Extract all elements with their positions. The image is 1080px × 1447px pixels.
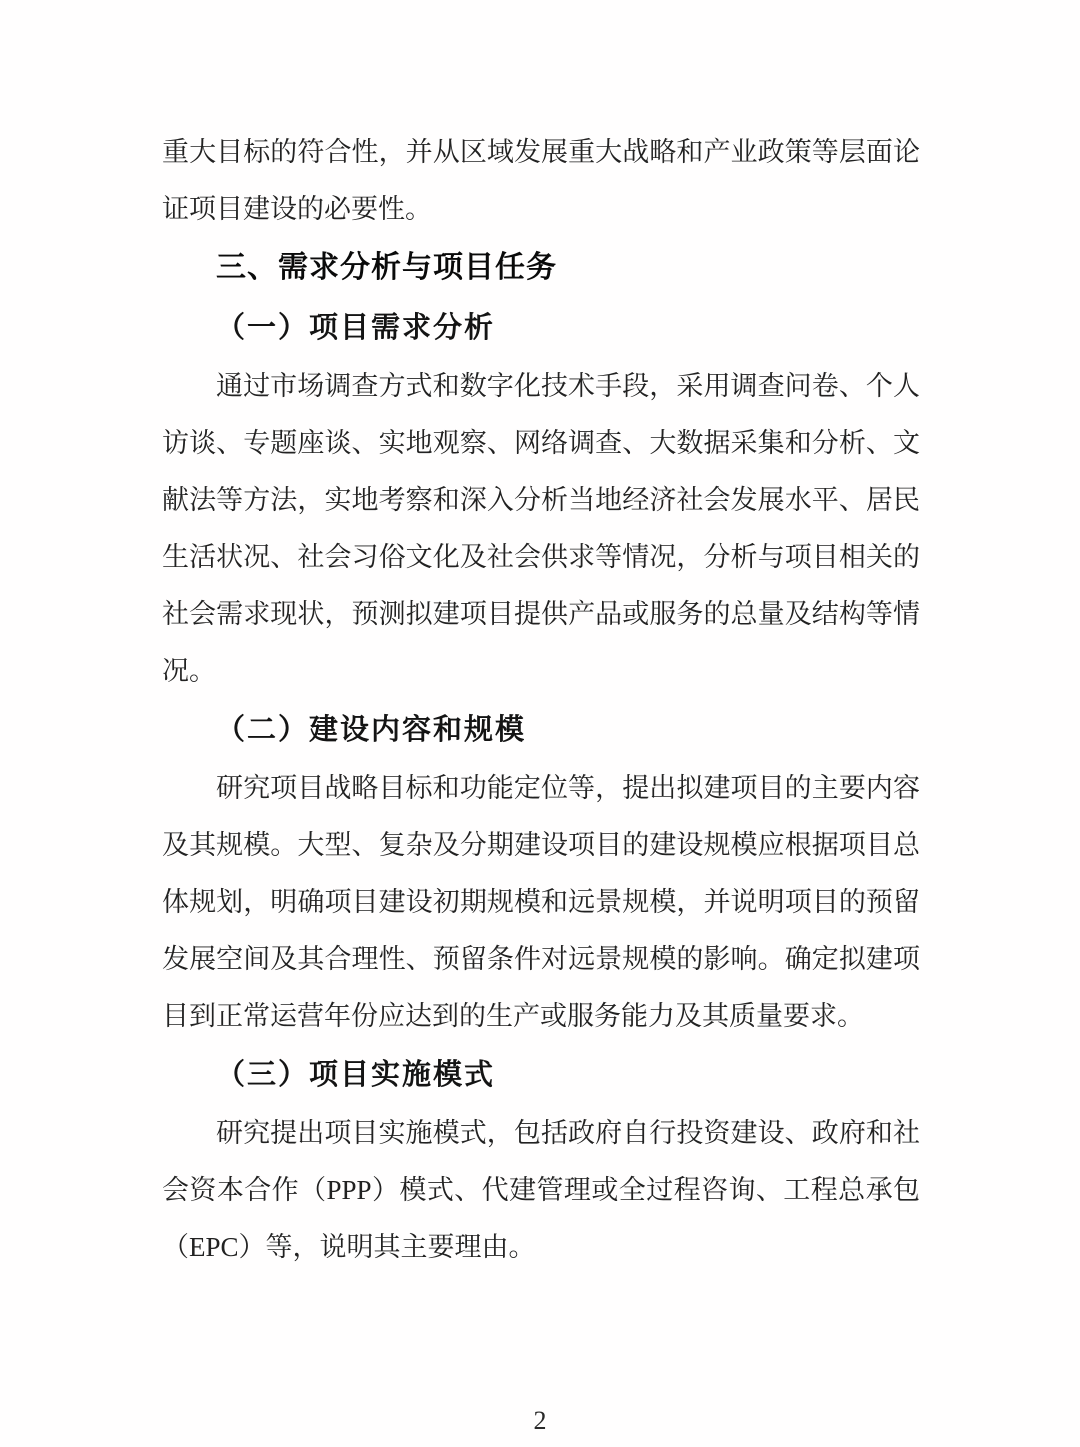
section-heading: 三、需求分析与项目任务 xyxy=(216,251,557,284)
subsection-paragraph-1: 通过市场调查方式和数字化技术手段，采用调查问卷、个人访谈、专题座谈、实地观察、网络调查、大数据采集和分析、文献法等方法，实地考察和深入分析当地经济社会发展水平、居民生活状况、社会习俗文化及社会供求等情况，分析与项目相关的社会需求现状，预测拟建项目提供产品或服务的总量及结构等情况。 xyxy=(162,371,920,686)
subsection-paragraph-3: 研究提出项目实施模式，包括政府自行投资建设、政府和社会资本合作（PPP）模式、代建管理或全过程咨询、工程总承包（EPC）等，说明其主要理由。 xyxy=(162,1118,920,1262)
page-number: 2 xyxy=(533,1406,547,1435)
subsection-title-3: （三）项目实施模式 xyxy=(216,1059,496,1091)
subsection-title-1: （一）项目需求分析 xyxy=(216,312,496,344)
page-footer xyxy=(0,1406,1080,1436)
subsection-paragraph-2: 研究项目战略目标和功能定位等，提出拟建项目的主要内容及其规模。大型、复杂及分期建设项目的建设规模应根据项目总体规划，明确项目建设初期规模和远景规模，并说明项目的预留发展空间及其合理性、预留条件对远景规模的影响。确定拟建项目到正常运营年份应达到的生产或服务能力及其质量要求。 xyxy=(162,773,920,1031)
continuation-paragraph: 重大目标的符合性，并从区域发展重大战略和产业政策等层面论证项目建设的必要性。 xyxy=(162,137,920,224)
subsection-title-2: （二）建设内容和规模 xyxy=(216,714,527,746)
